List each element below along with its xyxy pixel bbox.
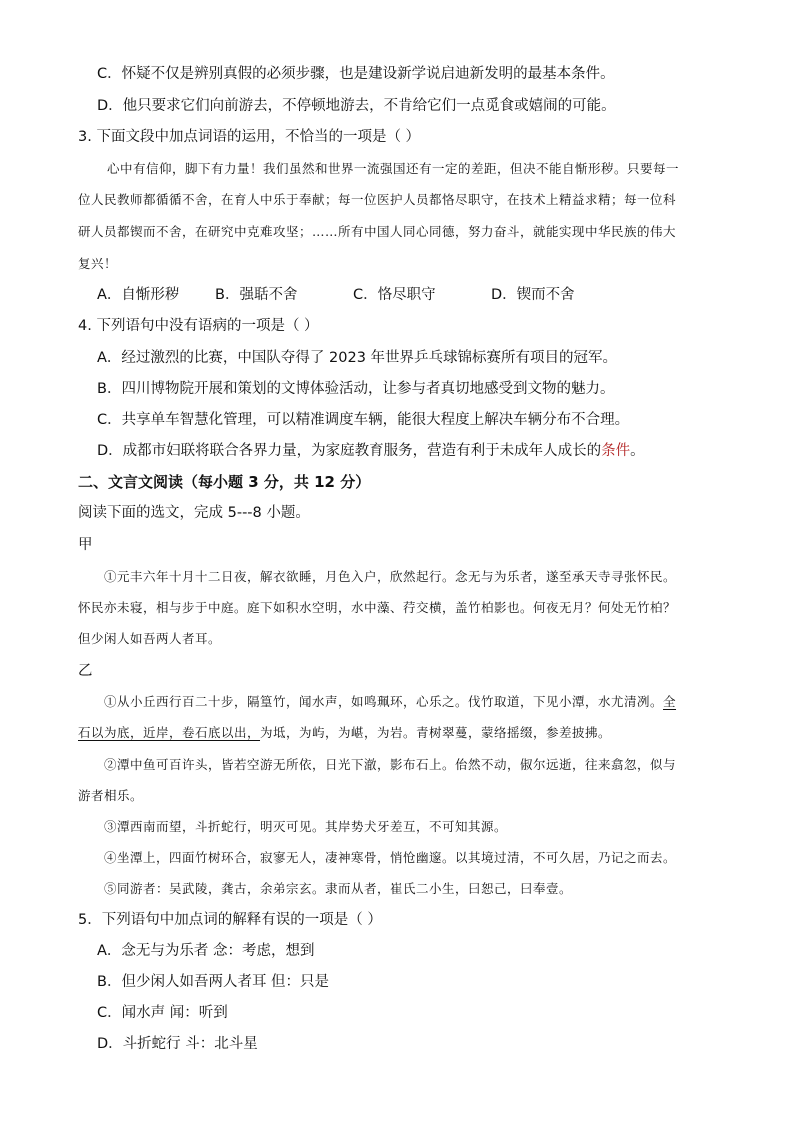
- q4-option-a: A．经过激烈的比赛，中国队夺得了 2023 年世界乒乓球锦标赛所有项目的冠军。: [97, 350, 618, 366]
- q2-option-d: D．他只要求它们向前游去，不停顿地游去，不肯给它们一点觅食或嬉闹的可能。: [97, 98, 616, 114]
- jia-line-3: 但少闲人如吾两人者耳。: [78, 631, 222, 646]
- q3-passage-line-4: 复兴！: [78, 256, 118, 271]
- q3-option-d: D．锲而不舍: [491, 287, 575, 303]
- yi-p3: ③潭西南而望，斗折蛇行，明灭可见。其岸势犬牙差互，不可知其源。: [104, 819, 508, 834]
- yi-p1-underlined-start: 全: [663, 694, 677, 709]
- q4-option-d-highlight: 条件: [601, 443, 631, 459]
- q5-stem: 5．下列语句中加点词的解释有误的一项是（ ）: [78, 912, 382, 928]
- passage-yi-label: 乙: [78, 663, 93, 679]
- jia-line-2: 怀民亦未寝，相与步于中庭。庭下如积水空明，水中藻、荇交横，盖竹柏影也。何夜无月？何处无竹柏？: [78, 600, 677, 615]
- q3-passage-line-1: 心中有信仰，脚下有力量！我们虽然和世界一流强国还有一定的差距，但决不能自惭形秽。只要每一: [107, 161, 680, 176]
- q5-option-c: C．闻水声 闻：听到: [97, 1005, 228, 1021]
- passage-jia-label: 甲: [78, 537, 93, 553]
- yi-p2-line-2: 游者相乐。: [78, 788, 144, 803]
- yi-p5: ⑤同游者：吴武陵，龚古，余弟宗玄。隶而从者，崔氏二小生，曰恕己，曰奉壹。: [104, 881, 573, 896]
- q4-stem: 4. 下列语句中没有语病的一项是（ ）: [78, 318, 319, 334]
- q4-option-d-end: 。: [630, 443, 645, 459]
- q3-option-a: A．自惭形秽: [97, 287, 180, 303]
- q4-option-d: [97, 441, 645, 461]
- q3-option-c: C．恪尽职守: [353, 287, 436, 303]
- q2-option-c: C．怀疑不仅是辨别真假的必须步骤，也是建设新学说启迪新发明的最基本条件。: [97, 66, 615, 82]
- q5-option-b: B．但少闲人如吾两人者耳 但：只是: [97, 974, 330, 990]
- q4-option-b: B．四川博物院开展和策划的文博体验活动，让参与者真切地感受到文物的魅力。: [97, 381, 615, 397]
- section-2-heading: 二、文言文阅读（每小题 3 分，共 12 分）: [78, 473, 371, 491]
- q3-passage-line-3: 研人员都锲而不舍，在研究中克难攻坚；……所有中国人同心同德，努力奋斗，就能实现中华民族的伟大: [78, 224, 677, 239]
- q5-option-d: D．斗折蛇行 斗：北斗星: [97, 1036, 258, 1052]
- q3-stem: 3. 下面文段中加点词语的运用，不恰当的一项是（ ）: [78, 129, 421, 145]
- section-2-instruction: 阅读下面的选文，完成 5---8 小题。: [78, 505, 310, 521]
- q3-passage-line-2: 位人民教师都循循不舍，在育人中乐于奉献；每一位医护人员都恪尽职守，在技术上精益求精；每一位科: [78, 192, 677, 207]
- yi-p1-line-2-text: 为坻，为屿，为嵁，为岩。青树翠蔓，蒙络摇缀，参差披拂。: [260, 725, 612, 740]
- yi-p4: ④坐潭上，四面竹树环合，寂寥无人，凄神寒骨，悄怆幽邃。以其境过清，不可久居，乃记之而去。: [104, 850, 677, 865]
- q4-option-d-text: D．成都市妇联将联合各界力量，为家庭教育服务，营造有利于未成年人成长的: [97, 443, 602, 459]
- yi-p1-line-1: [104, 692, 676, 712]
- yi-p1-line-1-text: ①从小丘西行百二十步，隔篁竹，闻水声，如鸣珮环，心乐之。伐竹取道，下见小潭，水尤清冽。: [104, 694, 664, 709]
- yi-p1-underlined-sentence: 石以为底，近岸，卷石底以出，: [78, 725, 261, 740]
- jia-line-1: ①元丰六年十月十二日夜，解衣欲睡，月色入户，欣然起行。念无与为乐者，遂至承天寺寻张怀民。: [104, 569, 677, 584]
- yi-p2-line-1: ②潭中鱼可百许头，皆若空游无所依，日光下澈，影布石上。佁然不动，俶尔远逝，往来翕忽，似与: [104, 757, 677, 772]
- q5-option-a: A．念无与为乐者 念：考虑，想到: [97, 943, 315, 959]
- q3-option-b: B．强聒不舍: [215, 287, 298, 303]
- yi-p1-line-2: [78, 723, 611, 743]
- q4-option-c: C．共享单车智慧化管理，可以精准调度车辆，能很大程度上解决车辆分布不合理。: [97, 412, 630, 428]
